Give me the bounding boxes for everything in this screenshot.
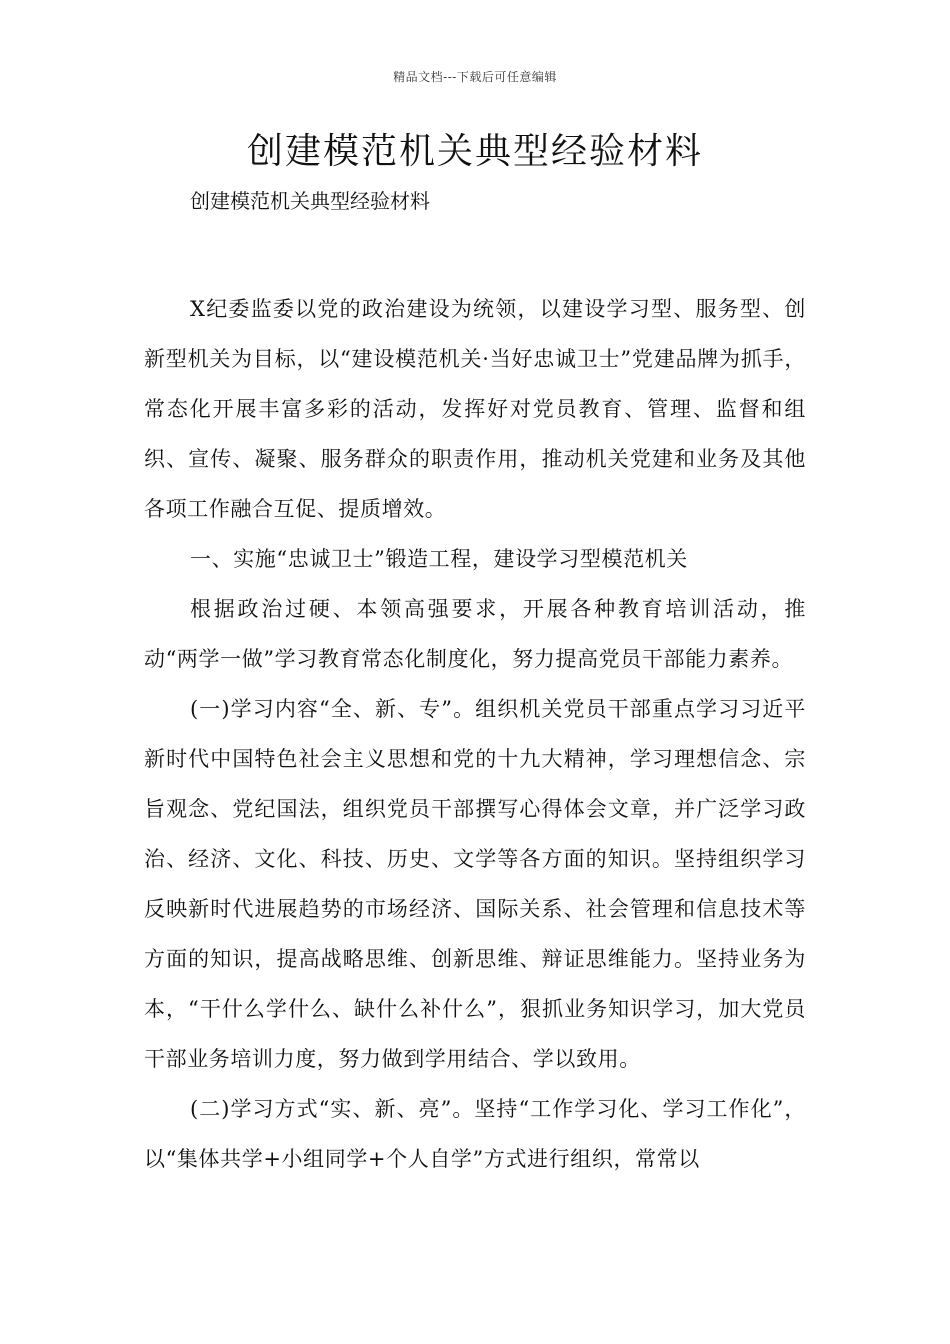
document-title: 创建模范机关典型经验材料: [246, 131, 703, 172]
paragraph-intro: X纪委监委以党的政治建设为统领，以建设学习型、服务型、创新型机关为目标，以“建设模范机关·当好忠诚卫士”党建品牌为抓手，常态化开展丰富多彩的活动，发挥好对党员教育、管理、监督和组织、宣传、凝聚、服务群众的职责作用，推动机关党建和业务及其他各项工作融合互促、提质增效。: [144, 297, 806, 521]
document-body: [144, 284, 806, 1184]
document-subtitle: 创建模范机关典型经验材料: [190, 189, 430, 213]
paragraph-study-content: (一)学习内容“全、新、专”。组织机关党员干部重点学习习近平新时代中国特色社会主义思想和党的十九大精神，学习理想信念、宗旨观念、党纪国法，组织党员干部撰写心得体会文章，并广泛学习政治、经济、文化、科技、历史、文学等各方面的知识。坚持组织学习反映新时代进展趋势的市场经济、国际关系、社会管理和信息技术等方面的知识，提高战略思维、创新思维、辩证思维能力。坚持业务为本，“干什么学什么、缺什么补什么”，狠抓业务知识学习，加大党员干部业务培训力度，努力做到学用结合、学以致用。: [144, 697, 806, 1071]
paragraph-study-method: (二)学习方式“实、新、亮”。坚持“工作学习化、学习工作化”，以“集体共学+小组同学+个人自学”方式进行组织，常常以: [144, 1097, 806, 1171]
header-note: 精品文档---下载后可任意编辑: [393, 70, 557, 84]
section-heading-1: 一、实施“忠诚卫士”锻造工程，建设学习型模范机关: [190, 547, 688, 571]
paragraph-section-1: 根据政治过硬、本领高强要求，开展各种教育培训活动，推动“两学一做”学习教育常态化制度化，努力提高党员干部能力素养。: [144, 597, 806, 671]
